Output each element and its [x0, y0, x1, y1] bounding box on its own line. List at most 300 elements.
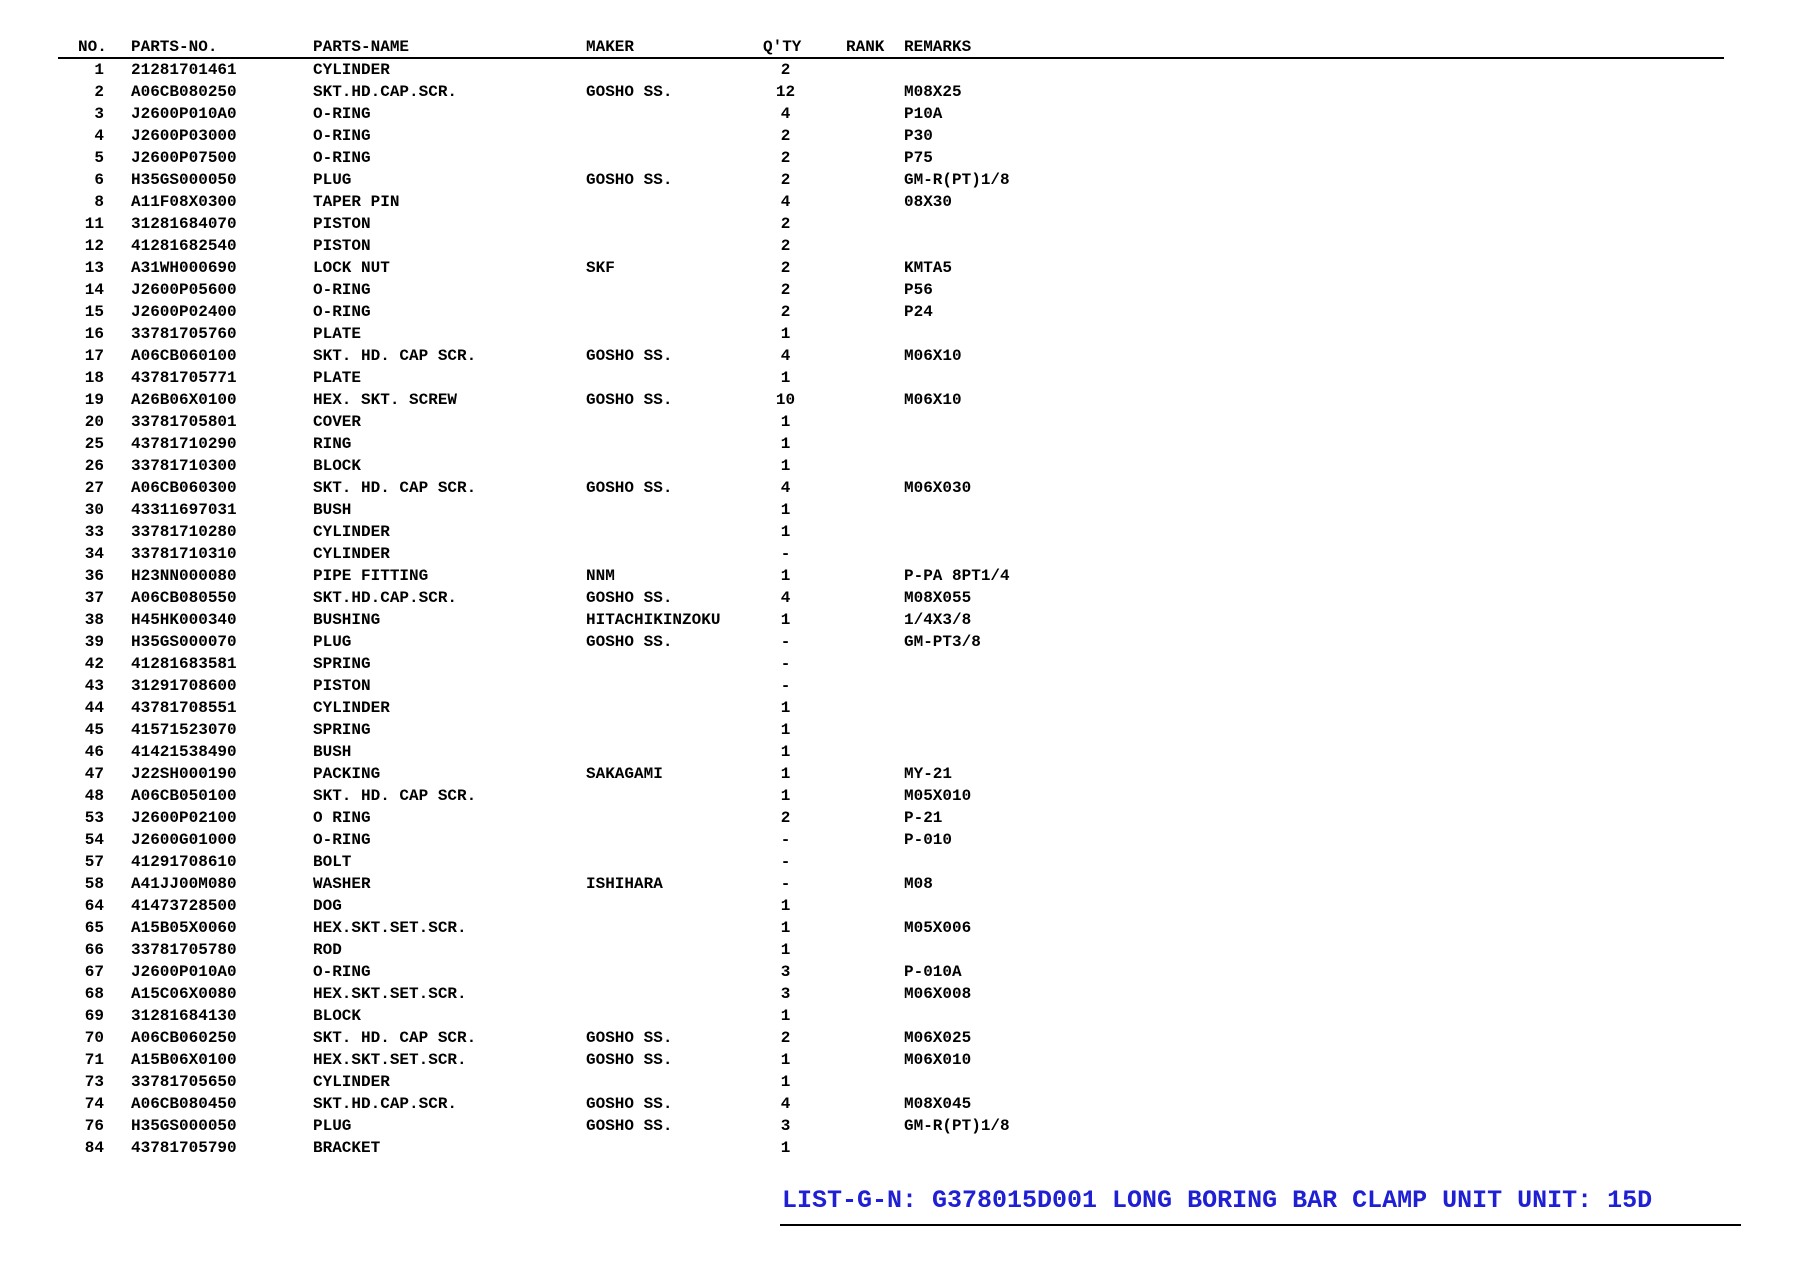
row-parts-name: PLUG	[313, 171, 352, 189]
row-qty: 4	[780, 193, 791, 211]
row-parts-no: A15B05X0060	[131, 919, 237, 937]
row-qty: 2	[780, 281, 791, 299]
table-row	[0, 851, 1800, 873]
table-row	[0, 301, 1800, 323]
row-parts-no: 31291708600	[131, 677, 237, 695]
list-title: LIST-G-N: G378015D001 LONG BORING BAR CLAMP UNIT UNIT: 15D	[782, 1186, 1653, 1215]
row-no: 26	[84, 457, 104, 475]
row-parts-no: 41281682540	[131, 237, 237, 255]
table-row	[0, 367, 1800, 389]
row-parts-name: SKT.HD.CAP.SCR.	[313, 1095, 458, 1113]
row-parts-name: BLOCK	[313, 457, 362, 475]
row-qty: 2	[780, 259, 791, 277]
row-no: 64	[84, 897, 104, 915]
row-qty: 1	[780, 941, 791, 959]
row-qty: 2	[780, 303, 791, 321]
table-row	[0, 609, 1800, 631]
row-maker: GOSHO SS.	[586, 589, 673, 607]
header-rank: RANK	[846, 38, 885, 56]
row-parts-name: PISTON	[313, 215, 371, 233]
row-parts-name: TAPER PIN	[313, 193, 400, 211]
table-row	[0, 103, 1800, 125]
row-parts-no: 33781705780	[131, 941, 237, 959]
row-parts-name: BOLT	[313, 853, 352, 871]
row-no: 67	[84, 963, 104, 981]
row-no: 6	[94, 171, 104, 189]
row-qty: -	[780, 633, 791, 651]
row-parts-no: J2600P010A0	[131, 963, 237, 981]
table-row	[0, 719, 1800, 741]
row-parts-no: A15B06X0100	[131, 1051, 237, 1069]
row-remarks: P-010	[904, 831, 953, 849]
table-row	[0, 235, 1800, 257]
row-parts-name: PLUG	[313, 633, 352, 651]
row-parts-no: A31WH000690	[131, 259, 237, 277]
row-parts-no: J2600P02400	[131, 303, 237, 321]
table-row	[0, 499, 1800, 521]
row-parts-name: CYLINDER	[313, 523, 390, 541]
row-parts-name: CYLINDER	[313, 545, 390, 563]
row-parts-name: O RING	[313, 809, 371, 827]
row-parts-name: O-RING	[313, 831, 371, 849]
row-parts-no: 41281683581	[131, 655, 237, 673]
table-row	[0, 1137, 1800, 1159]
row-remarks: P10A	[904, 105, 943, 123]
row-remarks: KMTA5	[904, 259, 953, 277]
row-remarks: P75	[904, 149, 933, 167]
row-no: 27	[84, 479, 104, 497]
table-row	[0, 807, 1800, 829]
row-parts-name: PIPE FITTING	[313, 567, 429, 585]
row-parts-name: PLUG	[313, 1117, 352, 1135]
row-remarks: GM-R(PT)1/8	[904, 171, 1010, 189]
footer-divider	[780, 1224, 1741, 1226]
table-row	[0, 477, 1800, 499]
row-no: 15	[84, 303, 104, 321]
row-qty: -	[780, 677, 791, 695]
row-qty: 1	[780, 787, 791, 805]
table-row	[0, 213, 1800, 235]
table-row	[0, 873, 1800, 895]
row-no: 14	[84, 281, 104, 299]
row-parts-no: A06CB080550	[131, 589, 237, 607]
row-no: 84	[84, 1139, 104, 1157]
row-no: 17	[84, 347, 104, 365]
table-row	[0, 345, 1800, 367]
header-no: NO.	[78, 38, 107, 56]
row-maker: GOSHO SS.	[586, 633, 673, 651]
row-parts-name: BUSHING	[313, 611, 381, 629]
row-parts-name: CYLINDER	[313, 699, 390, 717]
header-remarks: REMARKS	[904, 38, 972, 56]
row-qty: 1	[780, 919, 791, 937]
table-header	[0, 36, 1800, 58]
row-parts-name: SKT. HD. CAP SCR.	[313, 479, 477, 497]
table-row	[0, 697, 1800, 719]
row-parts-no: 31281684070	[131, 215, 237, 233]
row-parts-name: CYLINDER	[313, 1073, 390, 1091]
row-parts-name: O-RING	[313, 303, 371, 321]
row-remarks: 08X30	[904, 193, 953, 211]
table-row	[0, 191, 1800, 213]
row-qty: 1	[780, 523, 791, 541]
header-parts-name: PARTS-NAME	[313, 38, 410, 56]
row-qty: 4	[780, 1095, 791, 1113]
table-row	[0, 961, 1800, 983]
row-qty: -	[780, 545, 791, 563]
row-maker: HITACHIKINZOKU	[586, 611, 721, 629]
table-row	[0, 1049, 1800, 1071]
row-remarks: GM-R(PT)1/8	[904, 1117, 1010, 1135]
row-remarks: M08X25	[904, 83, 962, 101]
row-qty: 1	[780, 611, 791, 629]
row-no: 13	[84, 259, 104, 277]
row-no: 16	[84, 325, 104, 343]
row-no: 37	[84, 589, 104, 607]
row-qty: 2	[780, 215, 791, 233]
table-row	[0, 763, 1800, 785]
row-remarks: P24	[904, 303, 933, 321]
row-qty: 4	[780, 589, 791, 607]
table-row	[0, 741, 1800, 763]
row-parts-no: A26B06X0100	[131, 391, 237, 409]
row-qty: 1	[780, 1139, 791, 1157]
table-row	[0, 631, 1800, 653]
row-remarks: M05X010	[904, 787, 972, 805]
row-no: 3	[94, 105, 104, 123]
row-parts-no: 43781708551	[131, 699, 237, 717]
row-qty: 1	[780, 567, 791, 585]
row-parts-name: SKT. HD. CAP SCR.	[313, 787, 477, 805]
row-qty: 1	[780, 1007, 791, 1025]
row-no: 53	[84, 809, 104, 827]
row-parts-no: 33781710310	[131, 545, 237, 563]
row-parts-no: A41JJ00M080	[131, 875, 237, 893]
table-row	[0, 565, 1800, 587]
header-qty: Q'TY	[763, 38, 802, 56]
row-remarks: 1/4X3/8	[904, 611, 972, 629]
row-parts-name: RING	[313, 435, 352, 453]
row-qty: 1	[780, 743, 791, 761]
row-parts-no: 33781705650	[131, 1073, 237, 1091]
table-row	[0, 433, 1800, 455]
table-row	[0, 653, 1800, 675]
row-parts-no: 31281684130	[131, 1007, 237, 1025]
table-row	[0, 389, 1800, 411]
row-parts-name: COVER	[313, 413, 362, 431]
row-parts-no: J22SH000190	[131, 765, 237, 783]
row-no: 69	[84, 1007, 104, 1025]
row-qty: 1	[780, 897, 791, 915]
table-row	[0, 895, 1800, 917]
row-maker: SKF	[586, 259, 615, 277]
row-qty: -	[780, 831, 791, 849]
row-qty: 2	[780, 149, 791, 167]
row-parts-no: 33781705801	[131, 413, 237, 431]
row-parts-no: J2600P07500	[131, 149, 237, 167]
row-no: 73	[84, 1073, 104, 1091]
row-parts-name: PLATE	[313, 325, 362, 343]
row-parts-name: SPRING	[313, 655, 371, 673]
row-qty: 3	[780, 985, 791, 1003]
row-remarks: M06X008	[904, 985, 972, 1003]
row-no: 58	[84, 875, 104, 893]
row-parts-no: A06CB060250	[131, 1029, 237, 1047]
table-row	[0, 983, 1800, 1005]
row-no: 45	[84, 721, 104, 739]
row-parts-no: 41421538490	[131, 743, 237, 761]
row-parts-no: H35GS000070	[131, 633, 237, 651]
row-no: 54	[84, 831, 104, 849]
row-parts-no: A06CB060100	[131, 347, 237, 365]
row-no: 66	[84, 941, 104, 959]
row-remarks: M08X055	[904, 589, 972, 607]
header-parts-no: PARTS-NO.	[131, 38, 218, 56]
table-row	[0, 1071, 1800, 1093]
row-no: 25	[84, 435, 104, 453]
row-remarks: M06X010	[904, 1051, 972, 1069]
row-parts-no: 43781705771	[131, 369, 237, 387]
row-parts-no: A15C06X0080	[131, 985, 237, 1003]
row-remarks: P-PA 8PT1/4	[904, 567, 1010, 585]
row-no: 68	[84, 985, 104, 1003]
row-qty: 2	[780, 809, 791, 827]
row-no: 30	[84, 501, 104, 519]
row-maker: GOSHO SS.	[586, 1051, 673, 1069]
row-maker: GOSHO SS.	[586, 391, 673, 409]
row-parts-name: O-RING	[313, 127, 371, 145]
row-no: 19	[84, 391, 104, 409]
row-remarks: P30	[904, 127, 933, 145]
row-parts-no: J2600P02100	[131, 809, 237, 827]
row-parts-name: O-RING	[313, 105, 371, 123]
row-parts-name: SKT.HD.CAP.SCR.	[313, 589, 458, 607]
row-no: 12	[84, 237, 104, 255]
row-parts-name: BUSH	[313, 743, 352, 761]
row-remarks: M06X10	[904, 347, 962, 365]
row-qty: 1	[780, 369, 791, 387]
row-qty: 2	[780, 1029, 791, 1047]
row-no: 65	[84, 919, 104, 937]
table-row	[0, 169, 1800, 191]
row-parts-no: 21281701461	[131, 61, 237, 79]
table-row	[0, 917, 1800, 939]
row-remarks: P-010A	[904, 963, 962, 981]
row-parts-no: A06CB050100	[131, 787, 237, 805]
row-parts-no: 33781710280	[131, 523, 237, 541]
row-no: 5	[94, 149, 104, 167]
header-maker: MAKER	[586, 38, 635, 56]
row-qty: -	[780, 655, 791, 673]
row-no: 11	[84, 215, 104, 233]
row-parts-name: CYLINDER	[313, 61, 390, 79]
row-parts-no: A06CB080450	[131, 1095, 237, 1113]
row-parts-name: O-RING	[313, 281, 371, 299]
row-no: 43	[84, 677, 104, 695]
row-parts-name: HEX.SKT.SET.SCR.	[313, 919, 467, 937]
row-parts-no: J2600P03000	[131, 127, 237, 145]
row-parts-name: PLATE	[313, 369, 362, 387]
row-remarks: M08	[904, 875, 933, 893]
row-maker: GOSHO SS.	[586, 1117, 673, 1135]
table-row	[0, 1093, 1800, 1115]
row-remarks: M06X030	[904, 479, 972, 497]
row-no: 18	[84, 369, 104, 387]
row-no: 33	[84, 523, 104, 541]
row-parts-no: A11F08X0300	[131, 193, 237, 211]
table-row	[0, 455, 1800, 477]
row-parts-name: SKT. HD. CAP SCR.	[313, 1029, 477, 1047]
row-qty: 4	[780, 347, 791, 365]
row-maker: NNM	[586, 567, 615, 585]
row-qty: 1	[780, 413, 791, 431]
row-qty: 2	[780, 127, 791, 145]
row-no: 46	[84, 743, 104, 761]
row-no: 70	[84, 1029, 104, 1047]
row-parts-name: PACKING	[313, 765, 381, 783]
row-parts-name: PISTON	[313, 237, 371, 255]
row-parts-name: HEX.SKT.SET.SCR.	[313, 985, 467, 1003]
row-parts-no: 43311697031	[131, 501, 237, 519]
row-parts-no: 41571523070	[131, 721, 237, 739]
row-remarks: MY-21	[904, 765, 953, 783]
row-remarks: M06X10	[904, 391, 962, 409]
row-no: 34	[84, 545, 104, 563]
row-no: 42	[84, 655, 104, 673]
table-row	[0, 1005, 1800, 1027]
table-row	[0, 411, 1800, 433]
row-parts-no: 33781705760	[131, 325, 237, 343]
row-parts-name: HEX. SKT. SCREW	[313, 391, 458, 409]
row-parts-no: A06CB080250	[131, 83, 237, 101]
row-no: 8	[94, 193, 104, 211]
table-row	[0, 675, 1800, 697]
row-qty: 1	[780, 699, 791, 717]
table-row	[0, 587, 1800, 609]
row-parts-name: O-RING	[313, 149, 371, 167]
row-qty: 1	[780, 457, 791, 475]
row-qty: 4	[780, 105, 791, 123]
row-parts-no: J2600P05600	[131, 281, 237, 299]
row-parts-name: DOG	[313, 897, 342, 915]
row-parts-no: 33781710300	[131, 457, 237, 475]
row-remarks: M08X045	[904, 1095, 972, 1113]
row-maker: GOSHO SS.	[586, 479, 673, 497]
row-maker: GOSHO SS.	[586, 1095, 673, 1113]
row-maker: ISHIHARA	[586, 875, 663, 893]
row-parts-no: J2600P010A0	[131, 105, 237, 123]
row-no: 57	[84, 853, 104, 871]
row-qty: 1	[780, 325, 791, 343]
row-remarks: P-21	[904, 809, 943, 827]
row-no: 2	[94, 83, 104, 101]
row-parts-name: BLOCK	[313, 1007, 362, 1025]
table-row	[0, 125, 1800, 147]
row-no: 1	[94, 61, 104, 79]
row-parts-name: ROD	[313, 941, 342, 959]
row-maker: GOSHO SS.	[586, 1029, 673, 1047]
table-row	[0, 785, 1800, 807]
table-row	[0, 1115, 1800, 1137]
row-parts-name: BRACKET	[313, 1139, 381, 1157]
row-parts-no: 43781705790	[131, 1139, 237, 1157]
table-row	[0, 1027, 1800, 1049]
row-no: 38	[84, 611, 104, 629]
row-maker: GOSHO SS.	[586, 347, 673, 365]
row-parts-name: SPRING	[313, 721, 371, 739]
table-row	[0, 59, 1800, 81]
row-maker: GOSHO SS.	[586, 83, 673, 101]
row-maker: SAKAGAMI	[586, 765, 663, 783]
row-qty: 12	[775, 83, 796, 101]
table-row	[0, 829, 1800, 851]
row-qty: 1	[780, 765, 791, 783]
row-parts-no: 41473728500	[131, 897, 237, 915]
row-qty: 1	[780, 501, 791, 519]
table-row	[0, 81, 1800, 103]
row-qty: 2	[780, 171, 791, 189]
row-parts-name: BUSH	[313, 501, 352, 519]
row-no: 20	[84, 413, 104, 431]
row-qty: -	[780, 875, 791, 893]
row-parts-no: H35GS000050	[131, 1117, 237, 1135]
row-no: 47	[84, 765, 104, 783]
row-parts-no: J2600G01000	[131, 831, 237, 849]
row-parts-name: O-RING	[313, 963, 371, 981]
table-row	[0, 939, 1800, 961]
table-row	[0, 521, 1800, 543]
row-no: 48	[84, 787, 104, 805]
row-qty: 2	[780, 237, 791, 255]
row-qty: 1	[780, 435, 791, 453]
table-row	[0, 257, 1800, 279]
row-parts-no: 43781710290	[131, 435, 237, 453]
row-qty: 3	[780, 963, 791, 981]
row-no: 74	[84, 1095, 104, 1113]
row-no: 71	[84, 1051, 104, 1069]
row-qty: 1	[780, 1073, 791, 1091]
row-qty: 10	[775, 391, 796, 409]
row-parts-no: H23NN000080	[131, 567, 237, 585]
row-remarks: M05X006	[904, 919, 972, 937]
row-parts-no: H45HK000340	[131, 611, 237, 629]
row-qty: 1	[780, 721, 791, 739]
row-parts-no: 41291708610	[131, 853, 237, 871]
table-row	[0, 147, 1800, 169]
row-parts-name: SKT. HD. CAP SCR.	[313, 347, 477, 365]
row-no: 44	[84, 699, 104, 717]
row-parts-name: WASHER	[313, 875, 371, 893]
row-qty: 2	[780, 61, 791, 79]
row-parts-no: A06CB060300	[131, 479, 237, 497]
row-no: 4	[94, 127, 104, 145]
row-remarks: M06X025	[904, 1029, 972, 1047]
row-parts-name: LOCK NUT	[313, 259, 390, 277]
row-qty: 4	[780, 479, 791, 497]
table-row	[0, 323, 1800, 345]
row-qty: 1	[780, 1051, 791, 1069]
row-parts-name: PISTON	[313, 677, 371, 695]
row-remarks: P56	[904, 281, 933, 299]
row-qty: -	[780, 853, 791, 871]
row-maker: GOSHO SS.	[586, 171, 673, 189]
row-no: 36	[84, 567, 104, 585]
row-qty: 3	[780, 1117, 791, 1135]
table-row	[0, 279, 1800, 301]
row-parts-name: HEX.SKT.SET.SCR.	[313, 1051, 467, 1069]
row-parts-no: H35GS000050	[131, 171, 237, 189]
row-remarks: GM-PT3/8	[904, 633, 981, 651]
